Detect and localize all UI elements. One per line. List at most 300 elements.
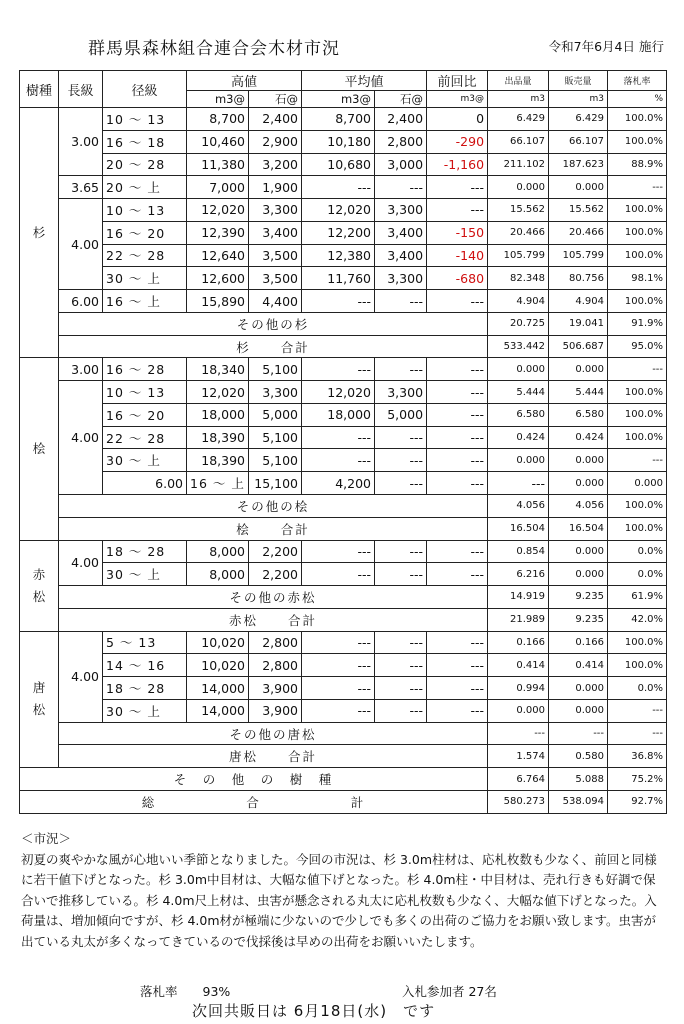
sold-volume: 0.000 — [549, 176, 608, 199]
diameter-class: 5 ～ 13 — [103, 631, 187, 654]
high-m3: 12,640 — [187, 244, 249, 267]
shipped-volume: 580.273 — [488, 790, 549, 813]
table-row — [20, 312, 667, 335]
sold-volume: 0.580 — [549, 745, 608, 768]
diameter-class: 16 ～ 上 — [187, 472, 249, 495]
length-class: 6.00 — [103, 472, 187, 495]
avg-koku: --- — [375, 358, 427, 381]
winning-rate: --- — [608, 358, 667, 381]
change-m3: --- — [427, 540, 488, 563]
length-class: 3.00 — [59, 358, 103, 381]
karamatsu-total-label — [59, 745, 488, 768]
avg-m3: 8,700 — [302, 108, 375, 131]
species-akamatsu: 赤 松 — [20, 540, 59, 631]
avg-koku: --- — [375, 654, 427, 677]
avg-m3: 18,000 — [302, 403, 375, 426]
shipped-volume: 0.000 — [488, 176, 549, 199]
sold-volume: --- — [549, 722, 608, 745]
summary-label: 合 — [246, 794, 261, 810]
change-m3: --- — [427, 563, 488, 586]
header-sold: 販売量 — [549, 71, 608, 91]
winning-rate: 98.1% — [608, 267, 667, 290]
table-row — [20, 199, 667, 222]
diameter-class: 18 ～ 28 — [103, 540, 187, 563]
header-species: 樹種 — [20, 71, 59, 108]
summary-label: 唐松 — [229, 749, 259, 765]
avg-koku: --- — [375, 699, 427, 722]
sold-volume: 0.424 — [549, 426, 608, 449]
summary-label: 合計 — [280, 521, 310, 537]
high-m3: 8,000 — [187, 540, 249, 563]
change-m3: -290 — [427, 130, 488, 153]
diameter-class: 10 ～ 13 — [103, 199, 187, 222]
sold-volume: 80.756 — [549, 267, 608, 290]
table-row — [20, 654, 667, 677]
sold-volume: 0.000 — [549, 358, 608, 381]
sold-volume: 0.166 — [549, 631, 608, 654]
winning-rate: 0.0% — [608, 677, 667, 700]
length-class: 4.00 — [59, 199, 103, 290]
market-heading: ＜市況＞ — [21, 831, 72, 846]
species-karamatsu: 唐 松 — [20, 631, 59, 768]
high-m3: 18,390 — [187, 449, 249, 472]
length-class: 4.00 — [59, 381, 103, 495]
summary-label: 赤松 — [229, 612, 259, 628]
avg-koku: 3,400 — [375, 244, 427, 267]
avg-m3: --- — [375, 472, 427, 495]
avg-m3: 12,200 — [302, 221, 375, 244]
hinoki-total-label — [59, 517, 488, 540]
winning-rate: 100.0% — [608, 221, 667, 244]
diameter-class: 30 ～ 上 — [103, 449, 187, 472]
sold-volume: 187.623 — [549, 153, 608, 176]
length-class: 3.65 — [59, 176, 103, 199]
table-row — [20, 608, 667, 631]
winning-rate: --- — [608, 176, 667, 199]
avg-m3: --- — [302, 677, 375, 700]
high-m3: 7,000 — [187, 176, 249, 199]
change-m3: --- — [427, 449, 488, 472]
change-m3: -150 — [427, 221, 488, 244]
grand-total-label — [20, 790, 488, 813]
length-class: 4.00 — [59, 631, 103, 722]
report-title: 群馬県森林組合連合会木材市況 — [88, 39, 340, 59]
footer-rate: 落札率 93% — [140, 984, 231, 999]
footer-participants: 入札参加者 27名 — [402, 984, 497, 999]
diameter-class: 16 ～ 20 — [103, 403, 187, 426]
summary-label: その他の桧 — [236, 498, 310, 514]
change-m3: --- — [488, 472, 549, 495]
table-row — [20, 244, 667, 267]
table-row — [20, 403, 667, 426]
high-m3: 12,600 — [187, 267, 249, 290]
summary-label: 計 — [350, 794, 366, 810]
shipped-volume: 16.504 — [488, 517, 549, 540]
unit-change: m3@ — [427, 91, 488, 108]
market-commentary — [21, 829, 667, 953]
avg-koku: 3,000 — [375, 153, 427, 176]
shipped-volume: 6.580 — [488, 403, 549, 426]
sold-volume: 16.504 — [549, 517, 608, 540]
winning-rate: 100.0% — [608, 517, 667, 540]
avg-koku: 3,400 — [375, 221, 427, 244]
unit-avg-m3: m3@ — [302, 91, 375, 108]
avg-m3: --- — [302, 699, 375, 722]
avg-m3: --- — [302, 563, 375, 586]
table-row — [20, 540, 667, 563]
shipped-volume: 6.429 — [488, 108, 549, 131]
winning-rate: 100.0% — [608, 631, 667, 654]
high-koku: 3,400 — [249, 221, 302, 244]
avg-m3: 10,180 — [302, 130, 375, 153]
avg-koku: 3,300 — [375, 199, 427, 222]
sold-volume: 0.000 — [549, 563, 608, 586]
avg-m3: --- — [302, 540, 375, 563]
sold-volume: 506.687 — [549, 335, 608, 358]
unit-shipped: m3 — [488, 91, 549, 108]
high-koku: 2,800 — [249, 654, 302, 677]
diameter-class: 14 ～ 16 — [103, 654, 187, 677]
winning-rate: 36.8% — [608, 745, 667, 768]
table-row — [20, 677, 667, 700]
diameter-class: 22 ～ 28 — [103, 244, 187, 267]
shipped-volume: 15.562 — [488, 199, 549, 222]
species-hinoki: 桧 — [20, 358, 59, 540]
shipped-volume: 0.000 — [488, 358, 549, 381]
table-row — [20, 790, 667, 813]
header-diameter: 径級 — [103, 71, 187, 108]
species-sugi: 杉 — [20, 108, 59, 358]
summary-label: 総 — [141, 794, 157, 810]
high-koku: 2,200 — [249, 540, 302, 563]
high-m3: 15,100 — [249, 472, 302, 495]
avg-koku: --- — [375, 563, 427, 586]
high-m3: 10,020 — [187, 654, 249, 677]
high-m3: 12,020 — [187, 381, 249, 404]
table-row — [20, 221, 667, 244]
unit-rate: % — [608, 91, 667, 108]
report-date: 令和7年6月4日 施行 — [548, 39, 664, 54]
high-m3: 10,460 — [187, 130, 249, 153]
sold-volume: 6.429 — [549, 108, 608, 131]
shipped-volume: 0.414 — [488, 654, 549, 677]
change-m3: --- — [427, 358, 488, 381]
diameter-class: 16 ～ 20 — [103, 221, 187, 244]
high-koku: 3,900 — [249, 699, 302, 722]
table-row — [20, 335, 667, 358]
avg-koku: --- — [375, 449, 427, 472]
market-body: 初夏の爽やかな風が心地いい季節となりました。今回の市況は、杉 3.0m柱材は、応札枚数も少なく、前回と同様に若干値下げとなった。杉 3.0m中目材は、大幅な値下げとなった。杉 4.0m柱・中目材は、売れ行きも好調で保合いで推移している。杉 4.0m尺上材は、虫害が懸念される丸太に応札枚数も少なく、大幅な値下げとなった。入荷量は、増加傾向ですが、杉 4.0m材が極端に少ないので少しでも多くの出荷のご協力をお願い致します。虫害が出ている丸太が多くなってきているので伐採後は早めの出荷をお願いいたします。 — [21, 851, 657, 949]
high-koku: 4,200 — [302, 472, 375, 495]
winning-rate: 100.0% — [608, 290, 667, 313]
summary-label: 合計 — [280, 339, 310, 355]
table-row — [20, 381, 667, 404]
avg-koku: --- — [375, 540, 427, 563]
change-m3: 0 — [427, 108, 488, 131]
header-length: 長級 — [59, 71, 103, 108]
shipped-volume: 4.056 — [488, 495, 549, 518]
shipped-volume: 66.107 — [488, 130, 549, 153]
avg-koku: 2,800 — [375, 130, 427, 153]
sold-volume: 5.444 — [549, 381, 608, 404]
shipped-volume: 20.466 — [488, 221, 549, 244]
high-koku: 2,200 — [249, 563, 302, 586]
high-m3: 15,890 — [187, 290, 249, 313]
length-class: 3.00 — [59, 108, 103, 176]
footer-next-sale: 次回共販日は 6月18日(水) です — [192, 1002, 436, 1020]
table-row — [20, 108, 667, 131]
high-m3: 18,390 — [187, 426, 249, 449]
avg-koku: --- — [375, 631, 427, 654]
diameter-class: 30 ～ 上 — [103, 267, 187, 290]
summary-label: 合計 — [288, 749, 318, 765]
table-row — [20, 495, 667, 518]
table-row — [20, 267, 667, 290]
summary-label: 桧 — [236, 521, 251, 537]
table-row — [20, 176, 667, 199]
high-koku: 3,900 — [249, 677, 302, 700]
sold-volume: 4.904 — [549, 290, 608, 313]
shipped-volume: 0.994 — [488, 677, 549, 700]
high-koku: 3,500 — [249, 267, 302, 290]
winning-rate: --- — [608, 699, 667, 722]
sugi-other-label — [59, 312, 488, 335]
shipped-volume: 5.444 — [488, 381, 549, 404]
shipped-volume: 14.919 — [488, 586, 549, 609]
sold-volume: 105.799 — [549, 244, 608, 267]
table-row — [20, 449, 667, 472]
sold-volume: 20.466 — [549, 221, 608, 244]
shipped-volume: 0.424 — [488, 426, 549, 449]
avg-koku: 2,400 — [375, 108, 427, 131]
header-shipped: 出品量 — [488, 71, 549, 91]
high-koku: 3,500 — [249, 244, 302, 267]
change-m3: --- — [427, 403, 488, 426]
high-m3: 18,340 — [187, 358, 249, 381]
change-m3: -680 — [427, 267, 488, 290]
avg-m3: 10,680 — [302, 153, 375, 176]
avg-m3: --- — [302, 290, 375, 313]
winning-rate: 100.0% — [608, 108, 667, 131]
avg-koku: --- — [375, 426, 427, 449]
high-koku: 2,400 — [249, 108, 302, 131]
change-m3: -140 — [427, 244, 488, 267]
avg-m3: --- — [302, 654, 375, 677]
diameter-class: 16 ～ 18 — [103, 130, 187, 153]
high-koku: 1,900 — [249, 176, 302, 199]
shipped-volume: 6.216 — [488, 563, 549, 586]
high-m3: 18,000 — [187, 403, 249, 426]
shipped-volume: 0.000 — [549, 472, 608, 495]
high-koku: 3,300 — [249, 199, 302, 222]
change-m3: --- — [427, 699, 488, 722]
winning-rate: 92.7% — [608, 790, 667, 813]
other-species-label — [20, 768, 488, 791]
avg-koku: --- — [375, 677, 427, 700]
avg-koku: 3,300 — [375, 267, 427, 290]
change-m3: --- — [427, 631, 488, 654]
summary-label: そ の 他 の 樹 種 — [173, 772, 334, 788]
sold-volume: 9.235 — [549, 608, 608, 631]
diameter-class: 30 ～ 上 — [103, 563, 187, 586]
table-row — [20, 517, 667, 540]
high-m3: 14,000 — [187, 699, 249, 722]
winning-rate: 100.0% — [608, 495, 667, 518]
summary-label: その他の赤松 — [229, 589, 317, 605]
table-row — [20, 745, 667, 768]
avg-koku: 3,300 — [375, 381, 427, 404]
shipped-volume: 0.854 — [488, 540, 549, 563]
high-koku: 5,100 — [249, 426, 302, 449]
high-koku: 3,200 — [249, 153, 302, 176]
unit-sold: m3 — [549, 91, 608, 108]
winning-rate: 100.0% — [608, 654, 667, 677]
change-m3: --- — [427, 290, 488, 313]
diameter-class: 20 ～ 28 — [103, 153, 187, 176]
table-row — [20, 586, 667, 609]
high-m3: 8,000 — [187, 563, 249, 586]
winning-rate: --- — [608, 722, 667, 745]
shipped-volume: 211.102 — [488, 153, 549, 176]
summary-label: その他の杉 — [236, 316, 310, 332]
header-high: 高値 — [187, 71, 302, 91]
high-m3: 8,700 — [187, 108, 249, 131]
high-m3: 10,020 — [187, 631, 249, 654]
high-m3: 12,020 — [187, 199, 249, 222]
change-m3: --- — [427, 654, 488, 677]
table-row — [20, 153, 667, 176]
price-table — [19, 70, 667, 814]
table-row — [20, 426, 667, 449]
change-m3: --- — [427, 199, 488, 222]
diameter-class: 30 ～ 上 — [103, 699, 187, 722]
winning-rate: 88.9% — [608, 153, 667, 176]
winning-rate: 42.0% — [608, 608, 667, 631]
table-row — [20, 722, 667, 745]
high-koku: 4,400 — [249, 290, 302, 313]
avg-koku: --- — [375, 290, 427, 313]
winning-rate: 100.0% — [608, 130, 667, 153]
summary-label: 杉 — [236, 339, 251, 355]
sold-volume: 9.235 — [549, 586, 608, 609]
shipped-volume: --- — [488, 722, 549, 745]
unit-high-koku: 石@ — [249, 91, 302, 108]
sold-volume: 19.041 — [549, 312, 608, 335]
diameter-class: 16 ～ 28 — [103, 358, 187, 381]
table-row — [20, 130, 667, 153]
length-class: 6.00 — [59, 290, 103, 313]
diameter-class: 10 ～ 13 — [103, 108, 187, 131]
winning-rate: 100.0% — [608, 403, 667, 426]
sold-volume: 6.580 — [549, 403, 608, 426]
high-koku: 5,100 — [249, 449, 302, 472]
change-m3: --- — [427, 426, 488, 449]
winning-rate: 91.9% — [608, 312, 667, 335]
sold-volume: 0.414 — [549, 654, 608, 677]
winning-rate: 100.0% — [608, 199, 667, 222]
winning-rate: 100.0% — [608, 426, 667, 449]
winning-rate: 100.0% — [608, 244, 667, 267]
summary-label: その他の唐松 — [229, 726, 317, 742]
shipped-volume: 0.000 — [488, 449, 549, 472]
diameter-class: 22 ～ 28 — [103, 426, 187, 449]
high-koku: 5,100 — [249, 358, 302, 381]
diameter-class: 10 ～ 13 — [103, 381, 187, 404]
sold-volume: 538.094 — [549, 790, 608, 813]
shipped-volume: 1.574 — [488, 745, 549, 768]
akamatsu-other-label — [59, 586, 488, 609]
sold-volume: 5.088 — [549, 768, 608, 791]
sold-volume: 0.000 — [549, 540, 608, 563]
winning-rate: 0.0% — [608, 563, 667, 586]
diameter-class: 16 ～ 上 — [103, 290, 187, 313]
shipped-volume: 0.166 — [488, 631, 549, 654]
hinoki-other-label — [59, 495, 488, 518]
header-change: 前回比 — [427, 71, 488, 91]
high-koku: 3,300 — [249, 381, 302, 404]
table-row — [20, 563, 667, 586]
avg-koku: --- — [375, 176, 427, 199]
winning-rate: 100.0% — [608, 381, 667, 404]
avg-m3: --- — [302, 631, 375, 654]
sold-volume: 0.000 — [549, 699, 608, 722]
high-m3: 14,000 — [187, 677, 249, 700]
avg-m3: 12,380 — [302, 244, 375, 267]
unit-high-m3: m3@ — [187, 91, 249, 108]
sold-volume: 0.000 — [549, 449, 608, 472]
header-rate: 落札率 — [608, 71, 667, 91]
high-koku: 2,900 — [249, 130, 302, 153]
shipped-volume: 4.904 — [488, 290, 549, 313]
change-m3: -1,160 — [427, 153, 488, 176]
sold-volume: 4.056 — [549, 495, 608, 518]
summary-label: 合計 — [288, 612, 318, 628]
avg-m3: 12,020 — [302, 199, 375, 222]
avg-koku: --- — [427, 472, 488, 495]
avg-m3: 12,020 — [302, 381, 375, 404]
change-m3: --- — [427, 677, 488, 700]
avg-m3: --- — [302, 449, 375, 472]
diameter-class: 18 ～ 28 — [103, 677, 187, 700]
avg-m3: --- — [302, 358, 375, 381]
high-koku: 5,000 — [249, 403, 302, 426]
shipped-volume: 0.000 — [488, 699, 549, 722]
change-m3: --- — [427, 176, 488, 199]
avg-koku: 5,000 — [375, 403, 427, 426]
avg-m3: --- — [302, 176, 375, 199]
table-row — [20, 699, 667, 722]
avg-m3: 11,760 — [302, 267, 375, 290]
sold-volume: 15.562 — [549, 199, 608, 222]
length-class: 4.00 — [59, 540, 103, 586]
winning-rate: 95.0% — [608, 335, 667, 358]
header-average: 平均値 — [302, 71, 427, 91]
high-koku: 2,800 — [249, 631, 302, 654]
change-m3: --- — [427, 381, 488, 404]
karamatsu-other-label — [59, 722, 488, 745]
table-row — [20, 631, 667, 654]
high-m3: 12,390 — [187, 221, 249, 244]
unit-avg-koku: 石@ — [375, 91, 427, 108]
sold-volume: 0.000 — [608, 472, 667, 495]
diameter-class: 20 ～ 上 — [103, 176, 187, 199]
table-row — [20, 290, 667, 313]
winning-rate: 0.0% — [608, 540, 667, 563]
shipped-volume: 21.989 — [488, 608, 549, 631]
winning-rate: --- — [608, 449, 667, 472]
sugi-total-label — [59, 335, 488, 358]
table-row — [20, 358, 667, 381]
